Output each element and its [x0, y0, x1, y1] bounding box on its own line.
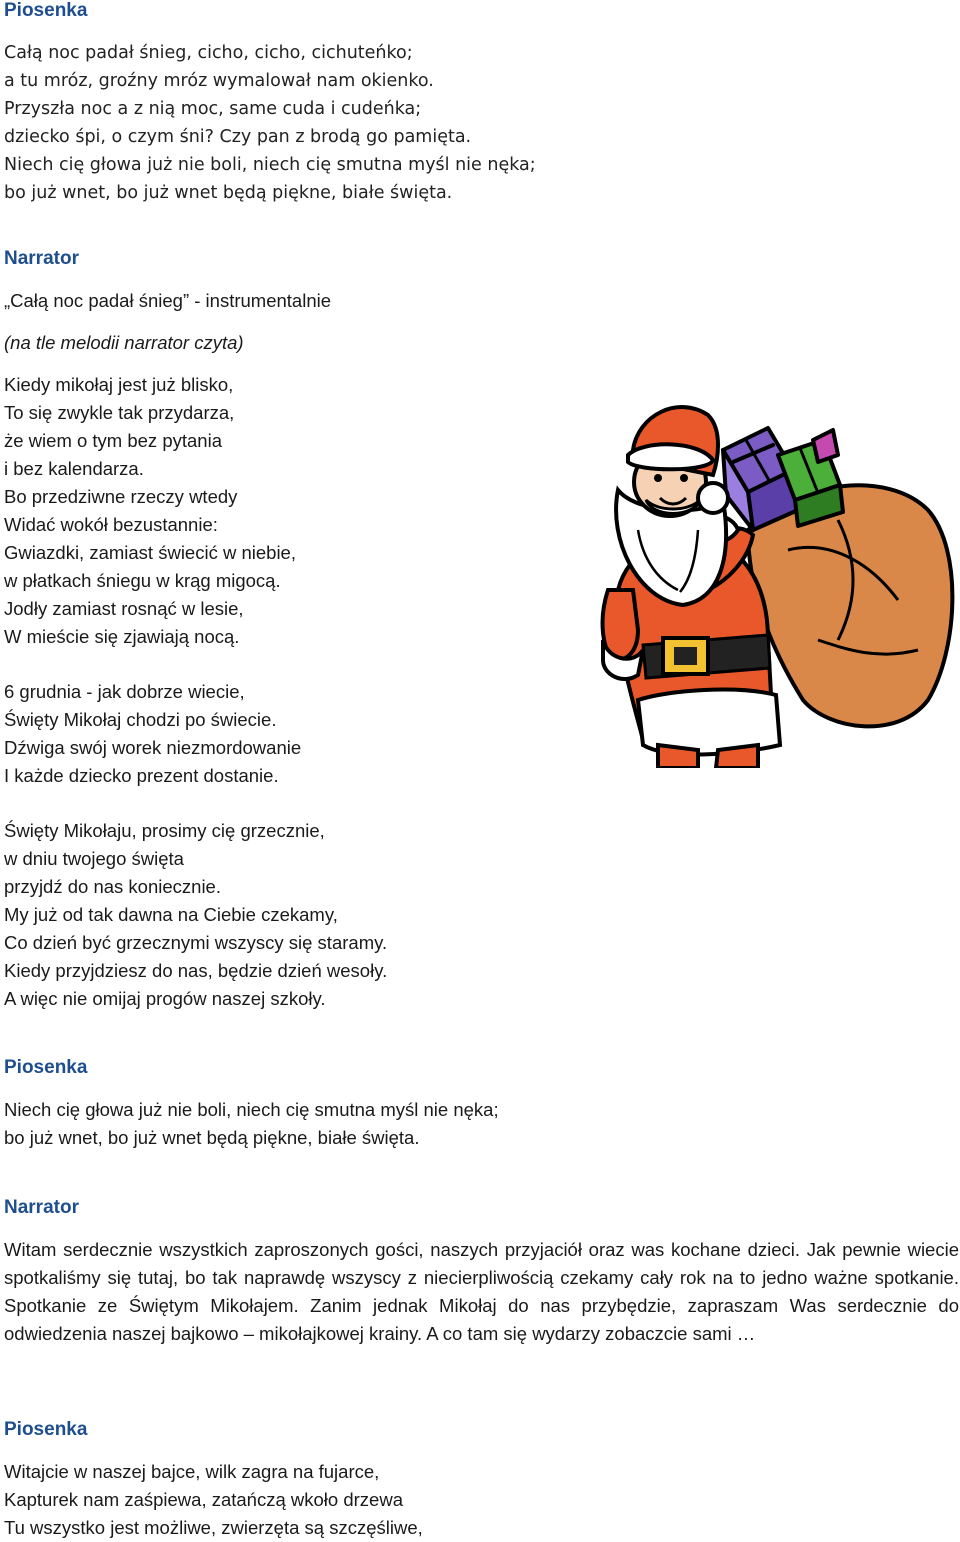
lyric-line: bo już wnet, bo już wnet będą piękne, białe święta.: [4, 183, 453, 203]
poem-line: przyjdź do nas koniecznie.: [4, 876, 221, 897]
poem-line: w dniu twojego święta: [4, 848, 184, 869]
poem-line: Gwiazdki, zamiast świecić w niebie,: [4, 542, 296, 563]
poem-line: Święty Mikołaju, prosimy cię grzecznie,: [4, 820, 325, 841]
section-heading-piosenka-2: Piosenka: [4, 1057, 88, 1078]
poem-line: Widać wokół bezustannie:: [4, 514, 218, 535]
song-lyrics-2: [4, 1096, 499, 1152]
section-heading-narrator-1: Narrator: [4, 248, 79, 269]
lyric-line: Niech cię głowa już nie boli, niech cię smutna myśl nie nęka;: [4, 155, 536, 175]
section-heading-narrator-2: Narrator: [4, 1197, 79, 1218]
poem-line: Święty Mikołaj chodzi po świecie.: [4, 709, 277, 730]
lyric-line: bo już wnet, bo już wnet będą piękne, białe święta.: [4, 1127, 420, 1148]
poem-line: To się zwykle tak przydarza,: [4, 402, 235, 423]
poem-line: I każde dziecko prezent dostanie.: [4, 765, 279, 786]
poem-line: w płatkach śniegu w krąg migocą.: [4, 570, 281, 591]
poem-stanza-1: [4, 371, 296, 651]
poem-line: że wiem o tym bez pytania: [4, 430, 222, 451]
lyric-line: Niech cię głowa już nie boli, niech cię smutna myśl nie nęka;: [4, 1099, 499, 1120]
poem-line: Kiedy przyjdziesz do nas, będzie dzień wesoły.: [4, 960, 388, 981]
song-lyrics-1: [4, 39, 536, 207]
lyric-line: Kapturek nam zaśpiewa, zatańczą wkoło drzewa: [4, 1489, 403, 1510]
poem-line: Co dzień być grzecznymi wszyscy się staramy.: [4, 932, 388, 953]
lyric-line: Całą noc padał śnieg, cicho, cicho, cichuteńko;: [4, 43, 413, 63]
poem-line: Jodły zamiast rosnąć w lesie,: [4, 598, 244, 619]
instrumental-title: „Całą noc padał śnieg” - instrumentalnie: [4, 290, 332, 311]
poem-line: i bez kalendarza.: [4, 458, 144, 479]
lyric-line: Witajcie w naszej bajce, wilk zagra na fujarce,: [4, 1461, 380, 1482]
lyric-line: Przyszła noc a z nią moc, same cuda i cudeńka;: [4, 99, 422, 119]
lyric-line: dziecko śpi, o czym śni? Czy pan z brodą go pamięta.: [4, 127, 472, 147]
poem-line: Kiedy mikołaj jest już blisko,: [4, 374, 234, 395]
lyric-line: Tu wszystko jest możliwe, zwierzęta są szczęśliwe,: [4, 1517, 423, 1538]
poem-line: A więc nie omijaj progów naszej szkoły.: [4, 988, 326, 1009]
narrator-paragraph: Witam serdecznie wszystkich zaproszonych gości, naszych przyjaciół oraz was kochane dzieci. Jak pewnie wiecie spotkaliśmy się tutaj, bo tak naprawdę wszyscy z niecierpliwością czekamy cały rok na to jedno ważne spotkanie. Spotkanie ze Świętym Mikołajem. Zanim jednak Mikołaj do nas przybędzie, zapraszam Was serdecznie do odwiedzenia naszej bajkowo – mikołajkowej krainy. A co tam się wydarzy zobaczcie sami …: [4, 1239, 959, 1344]
poem-line: Bo przedziwne rzeczy wtedy: [4, 486, 238, 507]
santa-claus-icon: [598, 400, 960, 768]
poem-stanza-2: [4, 678, 301, 790]
stage-note: (na tle melodii narrator czyta): [4, 332, 244, 353]
poem-line: Dźwiga swój worek niezmordowanie: [4, 737, 302, 758]
section-heading-piosenka-1: Piosenka: [4, 0, 88, 21]
lyric-line: a tu mróz, groźny mróz wymalował nam okienko.: [4, 71, 434, 91]
poem-line: W mieście się zjawiają nocą.: [4, 626, 240, 647]
poem-stanza-3: [4, 817, 387, 1013]
section-heading-piosenka-3: Piosenka: [4, 1419, 88, 1440]
poem-line: My już od tak dawna na Ciebie czekamy,: [4, 904, 338, 925]
poem-line: 6 grudnia - jak dobrze wiecie,: [4, 681, 245, 702]
song-lyrics-3: [4, 1458, 423, 1542]
